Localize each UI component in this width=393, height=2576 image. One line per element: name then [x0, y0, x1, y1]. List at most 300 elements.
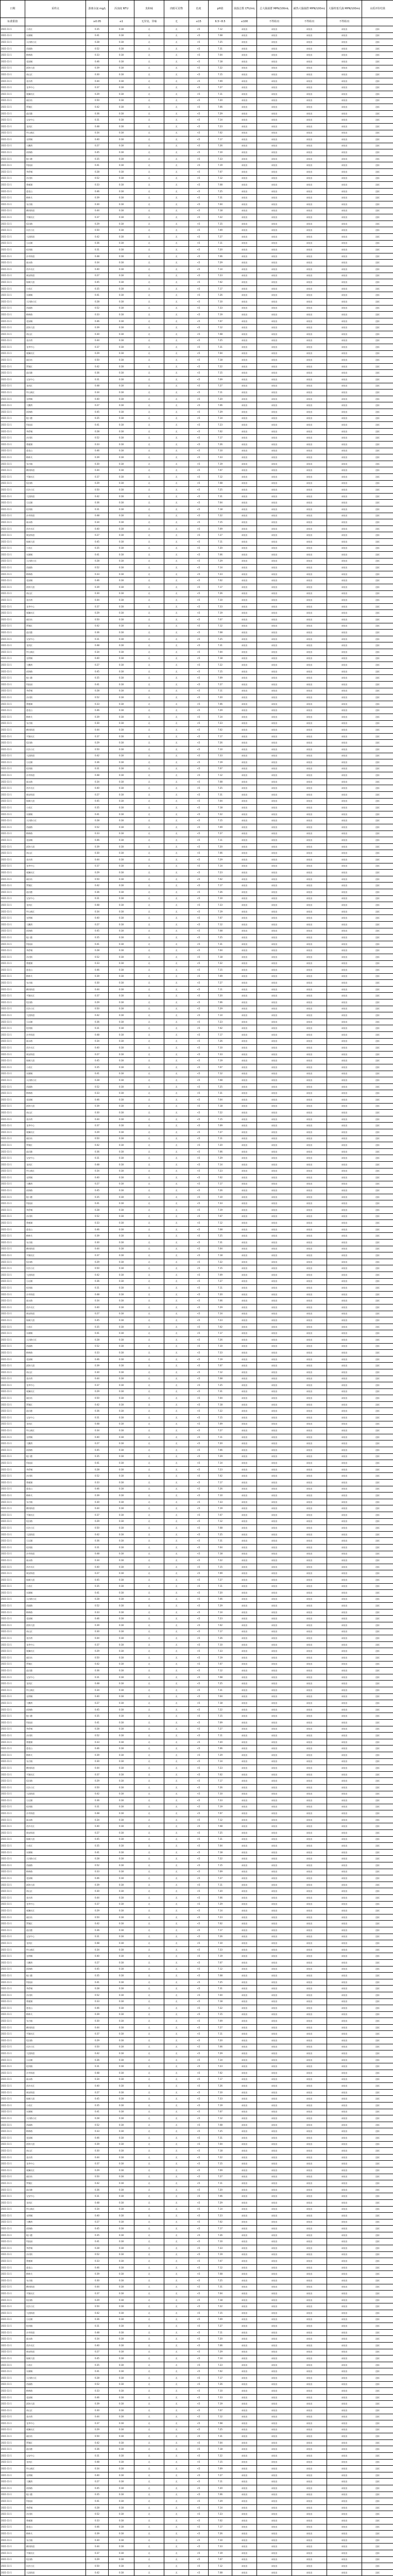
chlorine-cell: 0.46	[86, 578, 109, 584]
visible-cell: 无	[164, 201, 189, 208]
odor-cell: 无	[134, 2089, 164, 2096]
table-row	[1, 1609, 393, 1616]
table-row	[1, 2044, 393, 2050]
ph-cell: 7.22	[209, 1408, 232, 1415]
date-cell: 2021-11-1	[1, 973, 25, 980]
coliform-cell: 未检出	[257, 1265, 292, 1272]
thermo-cell: 未检出	[292, 2297, 327, 2303]
date-cell: 2021-11-1	[1, 344, 25, 351]
ecoli-cell: 未检出	[327, 1148, 362, 1155]
thermo-cell: 未检出	[292, 565, 327, 571]
visible-cell: 无	[164, 1415, 189, 1421]
thermo-cell: 未检出	[292, 714, 327, 720]
odor-cell: 无	[134, 26, 164, 33]
thermo-cell: 未检出	[292, 1388, 327, 1395]
turbidity-cell: 0.18	[109, 1090, 134, 1097]
cfu-cell: 未检出	[232, 1045, 257, 1052]
chlorine-cell: 0.40	[86, 1434, 109, 1440]
date-cell: 2021-11-1	[1, 2278, 25, 2284]
ecoli-cell: 未检出	[327, 506, 362, 513]
cfu-cell: 未检出	[232, 2297, 257, 2303]
coliform-cell: 未检出	[257, 234, 292, 241]
date-cell: 2021-11-1	[1, 928, 25, 935]
visible-cell: 无	[164, 26, 189, 33]
coliform-cell: 未检出	[257, 1200, 292, 1207]
ecoli-cell: 未检出	[327, 1369, 362, 1376]
standard-limit-cell: ≤1	[109, 18, 134, 26]
ecoli-cell: 未检出	[327, 1317, 362, 1324]
color-cell: <5	[189, 389, 209, 396]
visible-cell: 无	[164, 623, 189, 630]
odor-cell: 无	[134, 2161, 164, 2167]
visible-cell: 无	[164, 552, 189, 558]
turbidity-cell: 0.18	[109, 377, 134, 383]
ecoli-cell: 未检出	[327, 2271, 362, 2278]
odor-cell: 无	[134, 1908, 164, 1914]
odor-cell: 无	[134, 1155, 164, 1162]
table-row	[1, 1045, 393, 1052]
grade-cell: 达标	[362, 1622, 393, 1629]
odor-cell: 无	[134, 1966, 164, 1973]
odor-cell: 无	[134, 617, 164, 623]
turbidity-cell: 0.18	[109, 1979, 134, 1986]
chlorine-cell: 0.27	[86, 1570, 109, 1577]
chlorine-cell: 0.34	[86, 519, 109, 526]
site-cell: 花园城	[25, 1875, 86, 1882]
turbidity-cell: 0.18	[109, 1992, 134, 1998]
visible-cell: 无	[164, 1207, 189, 1214]
date-cell: 2021-11-1	[1, 1603, 25, 1609]
grade-cell: 达标	[362, 778, 393, 785]
date-cell: 2021-11-1	[1, 545, 25, 552]
odor-cell: 无	[134, 1213, 164, 1220]
site-cell: 金沙湾	[25, 1376, 86, 1382]
cfu-cell: 未检出	[232, 746, 257, 753]
chlorine-cell: 0.36	[86, 1538, 109, 1545]
thermo-cell: 未检出	[292, 396, 327, 402]
visible-cell: 无	[164, 1583, 189, 1590]
table-row	[1, 1908, 393, 1914]
table-row	[1, 837, 393, 844]
date-cell: 2021-11-1	[1, 863, 25, 870]
ecoli-cell: 未检出	[327, 428, 362, 435]
turbidity-cell: 0.18	[109, 1415, 134, 1421]
ph-cell: 7.10	[209, 298, 232, 305]
coliform-cell: 未检出	[257, 1927, 292, 1934]
date-cell: 2021-11-1	[1, 1693, 25, 1700]
date-cell: 2021-11-1	[1, 889, 25, 895]
grade-cell: 达标	[362, 1946, 393, 1953]
grade-cell: 达标	[362, 2310, 393, 2317]
table-row	[1, 1596, 393, 1603]
table-row	[1, 305, 393, 312]
grade-cell: 达标	[362, 857, 393, 863]
ph-cell: 7.27	[209, 383, 232, 389]
site-cell: 沙河街	[25, 2251, 86, 2258]
turbidity-cell: 0.18	[109, 2109, 134, 2115]
thermo-cell: 未检出	[292, 1700, 327, 1707]
thermo-cell: 未检出	[292, 1071, 327, 1077]
coliform-cell: 未检出	[257, 662, 292, 669]
ecoli-cell: 未检出	[327, 2148, 362, 2155]
odor-cell: 无	[134, 97, 164, 104]
turbidity-cell: 0.18	[109, 175, 134, 182]
ecoli-cell: 未检出	[327, 273, 362, 279]
coliform-cell: 未检出	[257, 1856, 292, 1862]
ecoli-cell: 未检出	[327, 143, 362, 149]
table-row	[1, 1395, 393, 1402]
color-cell: <5	[189, 870, 209, 876]
date-cell: 2021-11-1	[1, 1538, 25, 1545]
cfu-cell: 未检出	[232, 1973, 257, 1979]
grade-cell: 达标	[362, 1213, 393, 1220]
color-cell: <5	[189, 1473, 209, 1480]
turbidity-cell: 0.18	[109, 234, 134, 241]
color-cell: <5	[189, 2141, 209, 2148]
table-row	[1, 45, 393, 52]
coliform-cell: 未检出	[257, 2310, 292, 2317]
odor-cell: 无	[134, 78, 164, 84]
odor-cell: 无	[134, 2258, 164, 2265]
date-cell: 2021-11-1	[1, 1674, 25, 1681]
coliform-cell: 未检出	[257, 778, 292, 785]
coliform-cell: 未检出	[257, 1849, 292, 1856]
grade-cell: 达标	[362, 1693, 393, 1700]
turbidity-cell: 0.18	[109, 746, 134, 753]
chlorine-cell: 0.44	[86, 1635, 109, 1642]
date-cell: 2021-11-1	[1, 473, 25, 480]
thermo-cell: 未检出	[292, 2076, 327, 2083]
ph-cell: 7.04	[209, 1693, 232, 1700]
ecoli-cell: 未检出	[327, 1363, 362, 1369]
turbidity-cell: 0.18	[109, 1875, 134, 1882]
table-row	[1, 409, 393, 416]
coliform-cell: 未检出	[257, 26, 292, 33]
grade-cell: 达标	[362, 1298, 393, 1304]
visible-cell: 无	[164, 1953, 189, 1960]
cfu-cell: 未检出	[232, 1946, 257, 1953]
ecoli-cell: 未检出	[327, 389, 362, 396]
ph-cell: 7.19	[209, 162, 232, 169]
site-cell: 梅林关	[25, 454, 86, 461]
cfu-cell: 未检出	[232, 1038, 257, 1045]
ph-cell: 7.08	[209, 1823, 232, 1830]
chlorine-cell: 0.52	[86, 435, 109, 442]
column-header: 游离余氯 mg/L	[86, 1, 109, 18]
turbidity-cell: 0.18	[109, 778, 134, 785]
visible-cell: 无	[164, 954, 189, 960]
turbidity-cell: 0.18	[109, 370, 134, 377]
ecoli-cell: 未检出	[327, 325, 362, 331]
site-cell: 罗湖区	[25, 1661, 86, 1668]
thermo-cell: 未检出	[292, 442, 327, 448]
table-row	[1, 1953, 393, 1960]
site-cell: 香蜜湖	[25, 182, 86, 189]
ecoli-cell: 未检出	[327, 2089, 362, 2096]
color-cell: <5	[189, 97, 209, 104]
turbidity-cell: 0.18	[109, 1706, 134, 1713]
column-header: 色度	[189, 1, 209, 18]
cfu-cell: 未检出	[232, 104, 257, 111]
table-row	[1, 234, 393, 241]
grade-cell: 达标	[362, 175, 393, 182]
ph-cell: 7.33	[209, 753, 232, 759]
odor-cell: 无	[134, 1719, 164, 1726]
ecoli-cell: 未检出	[327, 1544, 362, 1551]
table-row	[1, 1291, 393, 1298]
grade-cell: 达标	[362, 1493, 393, 1499]
thermo-cell: 未检出	[292, 1681, 327, 1687]
visible-cell: 无	[164, 1493, 189, 1499]
ph-cell: 7.33	[209, 156, 232, 162]
table-row	[1, 1726, 393, 1733]
color-cell: <5	[189, 2193, 209, 2200]
cfu-cell: 未检出	[232, 1843, 257, 1850]
coliform-cell: 未检出	[257, 58, 292, 65]
coliform-cell: 未检出	[257, 428, 292, 435]
ecoli-cell: 未检出	[327, 1505, 362, 1512]
cfu-cell: 未检出	[232, 2239, 257, 2245]
visible-cell: 无	[164, 733, 189, 740]
chlorine-cell: 0.42	[86, 493, 109, 500]
ecoli-cell: 未检出	[327, 2264, 362, 2271]
thermo-cell: 未检出	[292, 1240, 327, 1246]
coliform-cell: 未检出	[257, 1979, 292, 1986]
cfu-cell: 未检出	[232, 857, 257, 863]
cfu-cell: 未检出	[232, 584, 257, 591]
turbidity-cell: 0.18	[109, 227, 134, 234]
thermo-cell: 未检出	[292, 2134, 327, 2141]
color-cell: <5	[189, 921, 209, 928]
odor-cell: 无	[134, 52, 164, 59]
visible-cell: 无	[164, 876, 189, 883]
visible-cell: 无	[164, 1596, 189, 1603]
odor-cell: 无	[134, 1233, 164, 1240]
date-cell: 2021-11-1	[1, 1564, 25, 1570]
cfu-cell: 未检出	[232, 1272, 257, 1279]
color-cell: <5	[189, 363, 209, 370]
coliform-cell: 未检出	[257, 188, 292, 195]
thermo-cell: 未检出	[292, 889, 327, 895]
color-cell: <5	[189, 1421, 209, 1428]
coliform-cell: 未检出	[257, 1655, 292, 1662]
turbidity-cell: 0.18	[109, 740, 134, 747]
turbidity-cell: 0.18	[109, 273, 134, 279]
site-cell: 松岗镇	[25, 766, 86, 772]
date-cell: 2021-11-1	[1, 1622, 25, 1629]
date-cell: 2021-11-1	[1, 688, 25, 694]
cfu-cell: 未检出	[232, 1765, 257, 1772]
ecoli-cell: 未检出	[327, 792, 362, 799]
cfu-cell: 未检出	[232, 156, 257, 162]
coliform-cell: 未检出	[257, 461, 292, 467]
site-cell: 福永路	[25, 778, 86, 785]
coliform-cell: 未检出	[257, 967, 292, 974]
color-cell: <5	[189, 143, 209, 149]
ph-cell: 7.06	[209, 850, 232, 857]
grade-cell: 达标	[362, 169, 393, 176]
date-cell: 2021-11-1	[1, 1103, 25, 1110]
ecoli-cell: 未检出	[327, 1278, 362, 1285]
turbidity-cell: 0.18	[109, 493, 134, 500]
table-row	[1, 1940, 393, 1947]
date-cell: 2021-11-1	[1, 2031, 25, 2038]
grade-cell: 达标	[362, 266, 393, 273]
grade-cell: 达标	[362, 733, 393, 740]
chlorine-cell: 0.34	[86, 130, 109, 137]
ecoli-cell: 未检出	[327, 1616, 362, 1622]
table-row	[1, 1311, 393, 1317]
visible-cell: 无	[164, 1116, 189, 1123]
cfu-cell: 未检出	[232, 2031, 257, 2038]
cfu-cell: 未检出	[232, 1083, 257, 1090]
thermo-cell: 未检出	[292, 84, 327, 91]
site-cell: 盐田港	[25, 1927, 86, 1934]
color-cell: <5	[189, 1395, 209, 1402]
date-cell: 2021-11-1	[1, 1336, 25, 1343]
turbidity-cell: 0.18	[109, 1577, 134, 1583]
date-cell: 2021-11-1	[1, 1635, 25, 1642]
grade-cell: 达标	[362, 1408, 393, 1415]
site-cell: 西乡社区	[25, 1823, 86, 1830]
ecoli-cell: 未检出	[327, 32, 362, 39]
coliform-cell: 未检出	[257, 1934, 292, 1940]
site-cell: 新安街道	[25, 1570, 86, 1577]
grade-cell: 达标	[362, 2167, 393, 2174]
date-cell: 2021-11-1	[1, 2141, 25, 2148]
thermo-cell: 未检出	[292, 831, 327, 837]
table-row	[1, 467, 393, 474]
grade-cell: 达标	[362, 1706, 393, 1713]
cfu-cell: 未检出	[232, 2258, 257, 2265]
date-cell: 2021-11-1	[1, 1324, 25, 1330]
color-cell: <5	[189, 1622, 209, 1629]
grade-cell: 达标	[362, 973, 393, 980]
odor-cell: 无	[134, 857, 164, 863]
table-row	[1, 2232, 393, 2239]
visible-cell: 无	[164, 2258, 189, 2265]
table-row	[1, 818, 393, 824]
turbidity-cell: 0.18	[109, 1836, 134, 1843]
site-cell: 盐田港	[25, 370, 86, 377]
ecoli-cell: 未检出	[327, 2284, 362, 2291]
ecoli-cell: 未检出	[327, 1648, 362, 1655]
odor-cell: 无	[134, 1992, 164, 1998]
thermo-cell: 未检出	[292, 2206, 327, 2213]
visible-cell: 无	[164, 2291, 189, 2297]
site-cell: 沙河街	[25, 1992, 86, 1998]
table-row	[1, 1408, 393, 1415]
visible-cell: 无	[164, 1733, 189, 1739]
date-cell: 2021-11-1	[1, 1415, 25, 1421]
ecoli-cell: 未检出	[327, 1869, 362, 1875]
thermo-cell: 未检出	[292, 221, 327, 227]
odor-cell: 无	[134, 2109, 164, 2115]
table-row	[1, 2323, 393, 2330]
visible-cell: 无	[164, 545, 189, 552]
date-cell: 2021-11-1	[1, 1823, 25, 1830]
grade-cell: 达标	[362, 1791, 393, 1798]
chlorine-cell: 0.52	[86, 1343, 109, 1350]
color-cell: <5	[189, 1240, 209, 1246]
date-cell: 2021-11-1	[1, 1363, 25, 1369]
turbidity-cell: 0.18	[109, 532, 134, 539]
coliform-cell: 未检出	[257, 363, 292, 370]
visible-cell: 无	[164, 1693, 189, 1700]
coliform-cell: 未检出	[257, 1012, 292, 1019]
ecoli-cell: 未检出	[327, 999, 362, 1006]
cfu-cell: 未检出	[232, 701, 257, 707]
date-cell: 2021-11-1	[1, 655, 25, 662]
color-cell: <5	[189, 2070, 209, 2077]
coliform-cell: 未检出	[257, 2057, 292, 2063]
odor-cell: 无	[134, 2038, 164, 2044]
table-row	[1, 2011, 393, 2018]
thermo-cell: 未检出	[292, 778, 327, 785]
odor-cell: 无	[134, 1343, 164, 1350]
cfu-cell: 未检出	[232, 1369, 257, 1376]
color-cell: <5	[189, 1207, 209, 1214]
color-cell: <5	[189, 1525, 209, 1532]
turbidity-cell: 0.18	[109, 2297, 134, 2303]
visible-cell: 无	[164, 500, 189, 506]
coliform-cell: 未检出	[257, 1544, 292, 1551]
turbidity-cell: 0.18	[109, 1648, 134, 1655]
ph-cell: 7.31	[209, 2134, 232, 2141]
cfu-cell: 未检出	[232, 623, 257, 630]
date-cell: 2021-11-1	[1, 2199, 25, 2206]
thermo-cell: 未检出	[292, 58, 327, 65]
thermo-cell: 未检出	[292, 2122, 327, 2128]
thermo-cell: 未检出	[292, 1285, 327, 1292]
grade-cell: 达标	[362, 1019, 393, 1025]
site-cell: 观澜社区	[25, 350, 86, 357]
ecoli-cell: 未检出	[327, 1051, 362, 1058]
color-cell: <5	[189, 448, 209, 454]
chlorine-cell: 0.28	[86, 39, 109, 46]
ecoli-cell: 未检出	[327, 1953, 362, 1960]
turbidity-cell: 0.18	[109, 305, 134, 312]
column-header: 耐热大肠菌群 MPN/100mL	[292, 1, 327, 18]
cfu-cell: 未检出	[232, 1778, 257, 1785]
color-cell: <5	[189, 1882, 209, 1888]
cfu-cell: 未检出	[232, 201, 257, 208]
cfu-cell: 未检出	[232, 1869, 257, 1875]
color-cell: <5	[189, 331, 209, 337]
ph-cell: 7.15	[209, 1415, 232, 1421]
visible-cell: 无	[164, 1908, 189, 1914]
table-row	[1, 649, 393, 656]
date-cell: 2021-11-1	[1, 1064, 25, 1071]
coliform-cell: 未检出	[257, 740, 292, 747]
color-cell: <5	[189, 1758, 209, 1765]
chlorine-cell: 0.27	[86, 792, 109, 799]
site-cell: 华侨城	[25, 947, 86, 954]
ph-cell: 7.04	[209, 500, 232, 506]
table-row	[1, 1525, 393, 1532]
ecoli-cell: 未检出	[327, 415, 362, 422]
color-cell: <5	[189, 610, 209, 617]
thermo-cell: 未检出	[292, 2245, 327, 2252]
chlorine-cell: 0.39	[86, 65, 109, 72]
color-cell: <5	[189, 1213, 209, 1220]
grade-cell: 达标	[362, 668, 393, 675]
color-cell: <5	[189, 422, 209, 429]
color-cell: <5	[189, 1428, 209, 1434]
site-cell: 东湖城	[25, 1849, 86, 1856]
odor-cell: 无	[134, 1661, 164, 1668]
thermo-cell: 未检出	[292, 1862, 327, 1869]
